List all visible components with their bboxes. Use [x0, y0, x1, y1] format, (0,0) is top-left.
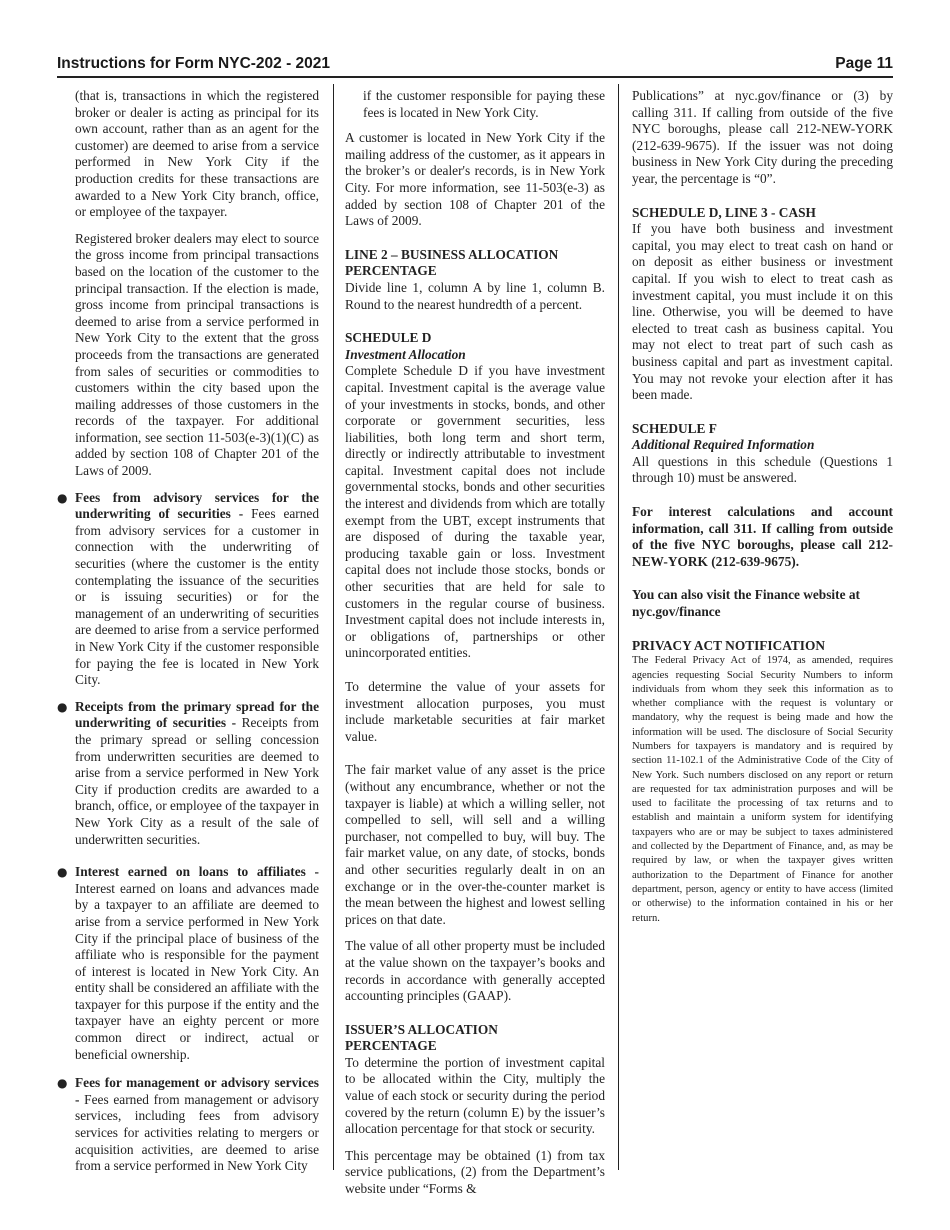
- paragraph: To determine the value of your assets for investment allocation purposes, you must include marketable securities at fair market value.: [345, 679, 605, 744]
- list-item: [57, 490, 319, 689]
- paragraph: To determine the portion of investment capital to be allocated within the City, multiply the value of each stock or security during the period covered by the return (column E) by the issuer’s allocation percentage for that stock or security.: [345, 1054, 605, 1137]
- page-header: [57, 55, 893, 75]
- list-item: [57, 699, 319, 848]
- column-1: [57, 88, 319, 1175]
- section-subheading: Additional Required Information: [632, 437, 815, 453]
- section-heading: SCHEDULE D: [345, 330, 432, 346]
- list-item-text: Fees earned from advisory services for a customer in connection with the underwriting of securities (where the customer is the entity contemplating the issuance of the securities or is issuing securities) or for the management of an underwriting of securities are deemed to arise from a service performed in New York City if the customer responsible for paying the fee is located in New York City.: [75, 506, 319, 688]
- paragraph: If you have both business and investment capital, you may elect to treat cash on hand or on deposit as either business or investment capital. If you wish to elect to treat cash as investment capital, you must include it on this line. Otherwise, you will be deemed to have elected to treat cash as business capital. You may not elect to treat part of such cash as business capital and part as investment capital. You may not revoke your election after it has been made.: [632, 221, 893, 403]
- page-number: Page 11: [835, 55, 893, 72]
- list-item-title: Receipts from the primary spread for the underwriting of securities -: [75, 698, 319, 731]
- paragraph: Publications” at nyc.gov/finance or (3) by calling 311. If calling from outside of the five NYC boroughs, please call 212-NEW-YORK (212-639-9675). If the issuer was not doing business in New York City during the preceding year, the percentage is “0”.: [632, 88, 893, 186]
- paragraph: Complete Schedule D if you have investment capital. Investment capital is the average value of your investments in stocks, bonds, and other corporate or government securities, less liabilities, both long term and short term, directly or indirectly attributable to investment capital. Investment capital does not include governmental stocks, bonds and other securities the interest and dividends from which are totally exempt from the UBT, except instruments that are disposed of during the taxable year, producing taxable gain or loss. Investment capital does not include those stocks, bonds or other securities that are held for sale to customers in the regular course of business. Investment capital does not include interests in, or obligations of, partnerships or other unincorporated entities.: [345, 363, 605, 661]
- paragraph: The value of all other property must be included at the value shown on the taxpayer’s books and records in accordance with generally accepted accounting principles (GAAP).: [345, 938, 605, 1004]
- paragraph: Divide line 1, column A by line 1, column B. Round to the nearest hundredth of a percent.: [345, 279, 605, 312]
- section-heading: SCHEDULE D, LINE 3 - CASH: [632, 204, 816, 220]
- paragraph: Registered broker dealers may elect to source the gross income from principal transactions based on the location of the customer to the principal transaction. If the election is made, gross income from principal transactions is deemed to arise from a service performed in New York City to the extent that the gross proceeds from the transactions are generated from sales of securities or commodities to customers within the city based upon the mailing addresses of those customers in the records of the taxpayer. For additional information, see section 11-503(e-3)(1)(C) as added by section 108 of Chapter 201 of the Laws of 2009.: [75, 230, 319, 479]
- section-heading: PRIVACY ACT NOTIFICATION: [632, 637, 826, 653]
- section-heading: ISSUER’S ALLOCATION: [345, 1021, 498, 1037]
- bullet-icon: ●: [57, 699, 68, 714]
- section-heading: PERCENTAGE: [345, 1038, 437, 1054]
- contact-info: For interest calculations and account information, call 311. If calling from outside of the five NYC boroughs, please call 212-NEW-YORK (212-639-9675).: [632, 504, 893, 569]
- column-divider-2: [618, 84, 619, 1170]
- column-divider-1: [333, 84, 334, 1170]
- paragraph: This percentage may be obtained (1) from tax service publications, (2) from the Department’s website under “Forms &: [345, 1147, 605, 1197]
- paragraph: if the customer responsible for paying these fees is located in New York City.: [363, 88, 605, 120]
- list-item-title: Fees from advisory services for the underwriting of securities -: [75, 489, 319, 522]
- list-item-text: Interest earned on loans and advances made by a taxpayer to an affiliate are deemed to arise from a service performed in New York City if the principal place of business of the affiliate who is responsible for the payment of interest is located in New York City. An entity shall be considered an affiliate with the taxpayer for this purpose if the entity and the taxpayer have an eighty percent or more common direct or indirect, actual or beneficial ownership.: [75, 880, 319, 1062]
- document-title: Instructions for Form NYC-202 - 2021: [57, 55, 331, 72]
- section-heading: LINE 2 – BUSINESS ALLOCATION PERCENTAGE: [345, 246, 559, 279]
- website-info: You can also visit the Finance website at nyc.gov/finance: [632, 587, 860, 620]
- list-item-text: Receipts from the primary spread or selling concession from underwritten securities are deemed to arise from a service performed in New York City if production credits are awarded to a branch, office, or employee of the taxpayer in New York City as a result of the sale of underwritten securities.: [75, 715, 319, 847]
- bullet-icon: ●: [57, 865, 68, 880]
- section-subheading: Investment Allocation: [345, 346, 466, 362]
- paragraph: A customer is located in New York City if the mailing address of the customer, as it appears in the broker’s or dealer's records, is in New York City. For more information, see 11-503(e-3) as added by section 108 of Chapter 201 of the Laws of 2009.: [345, 130, 605, 229]
- column-2: [345, 88, 605, 1198]
- paragraph: All questions in this schedule (Questions 1 through 10) must be answered.: [632, 453, 893, 486]
- list-item-title: Fees for management or advisory services -: [75, 1075, 319, 1107]
- paragraph: The fair market value of any asset is the price (without any encumbrance, whether or not the taxpayer is liable) at which a willing seller, not compelled to sell, will sell and a willing purchaser, not compelled to buy, will buy. The fair market value, on any date, of stocks, bonds and other securities regularly dealt in on an exchange or in the over-the-counter market is the mean between the highest and lowest selling prices on that date.: [345, 762, 605, 927]
- bullet-icon: ●: [57, 1076, 68, 1091]
- privacy-text: The Federal Privacy Act of 1974, as amended, requires agencies requesting Social Security Numbers to inform individuals from whom they seek this information as to whether compliance with the request is voluntary or mandatory, why the request is being made and how the information will be used. The disclosure of Social Security Numbers for taxpayers is mandatory and is required by section 11-102.1 of the Administrative Code of the City of New York. Such numbers disclosed on any report or return are requested for tax administration purposes and will be used to facilitate the processing of tax returns and to establish and maintain a uniform system for identifying taxpayers who are or may be subject to taxes administered and collected by the Department of Finance, and, as may be required by law, or when the taxpayer gives written authorization to the Department of Finance for another department, person, agency or entity to have access (limited or otherwise) to the information contained in his or her return.: [632, 655, 893, 924]
- section-heading: SCHEDULE F: [632, 420, 717, 436]
- list-item: [57, 1075, 319, 1175]
- list-item-text: Fees earned from management or advisory services, including fees from advisory services for activities relating to mergers or acquisition activities, are deemed to arise from a service performed in New York City: [75, 1091, 319, 1174]
- column-3: [632, 88, 893, 926]
- list-item: [57, 864, 319, 1063]
- paragraph: (that is, transactions in which the registered broker or dealer is acting as principal for its own account, rather than as an agent for the customer) are deemed to arise from a service performed in New York City if the production credits for these transactions are awarded to a New York City branch, office, or employee of the taxpayer.: [75, 88, 319, 220]
- bullet-icon: ●: [57, 490, 68, 505]
- list-item-title: Interest earned on loans to affiliates -: [75, 864, 319, 880]
- header-divider: [57, 76, 893, 78]
